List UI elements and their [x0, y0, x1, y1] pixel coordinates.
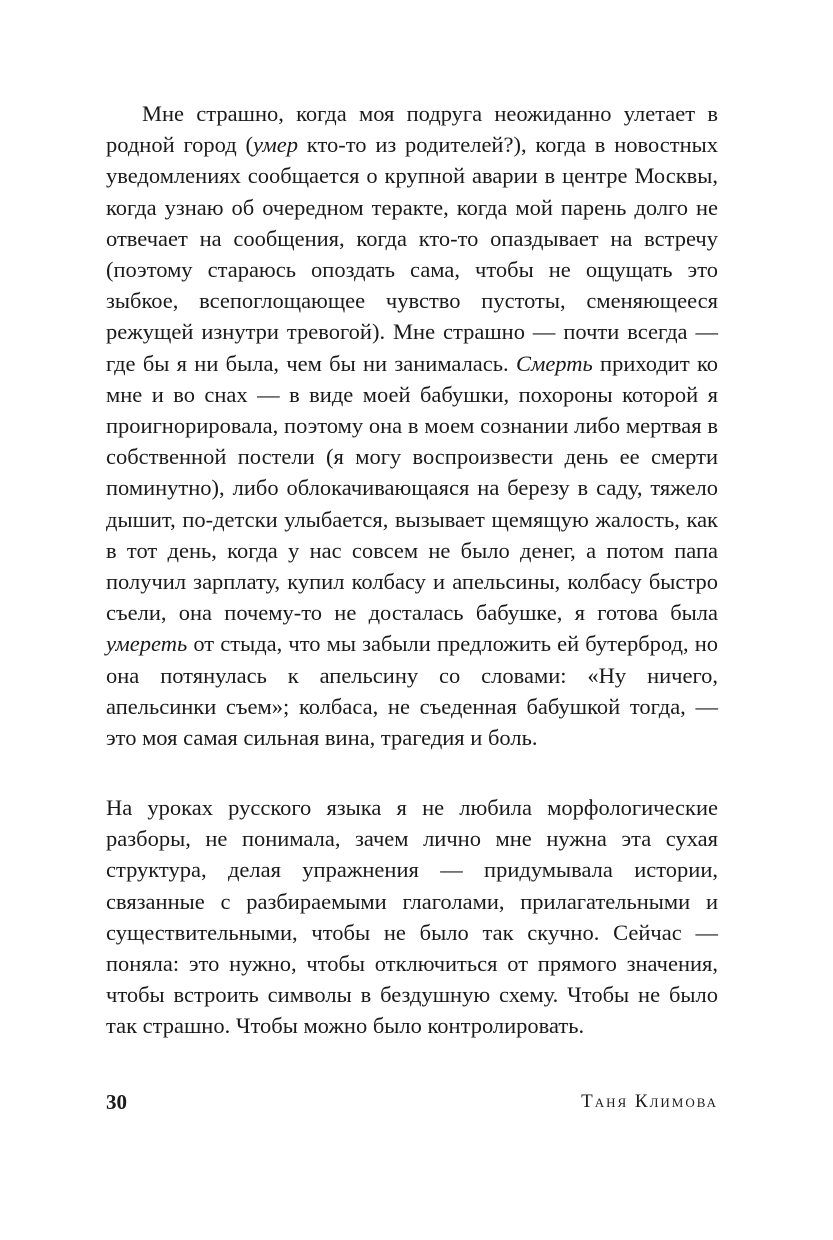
- paragraph-fear-text-1: Мне страшно, когда моя подруга неожиданно улетает в родной город (: [106, 101, 718, 158]
- page-number: 30: [106, 1090, 127, 1114]
- running-footer-author: Таня Климова: [581, 1091, 718, 1112]
- paragraph-russian-lessons: На уроках русского языка я не любила морфологические разборы, не понимала, зачем лично мне нужна эта сухая структура, делая упражнения — придумывала истории, связанные с разбираемыми глаголами, прилагательными и существительными, чтобы не было так скучно. Сейчас — поняла: это нужно, чтобы отключиться от прямого значения, чтобы встроить символы в бездушную схему. Чтобы не было так страшно. Чтобы можно было контролировать.: [106, 795, 718, 1039]
- emphasis-died: умер: [252, 132, 298, 158]
- emphasis-death: Смерть: [515, 350, 593, 376]
- paragraph-fear-text-4: от стыда, что мы забыли предложить ей бутерброд, но она потянулась к апельсину со словами: «Ну ничего, апельсинки съем»; колбаса, не съеденная бабушкой тогда, — это моя самая сильная вина, трагедия и боль.: [106, 631, 718, 751]
- paragraph-fear: [106, 98, 718, 753]
- paragraph-fear-text-2: кто-то из родителей?), когда в новостных уведомлениях сообщается о крупной аварии в центре Москвы, когда узнаю об очередном теракте, когда мой парень долго не отвечает на сообщения, когда кто-то опаздывает на встречу (поэтому стараюсь опоздать сама, чтобы не ощущать это зыбкое, всепоглощающее чувство пустоты, сменяющееся режущей изнутри тревогой). Мне страшно — почти всегда — где бы я ни была, чем бы ни занималась.: [106, 132, 719, 376]
- emphasis-to-die: умереть: [106, 631, 188, 657]
- paragraph-fear-text-3: приходит ко мне и во снах — в виде моей бабушки, похороны которой я проигнорировала, поэтому она в моем сознании либо мертвая в собственной постели (я могу воспроизвести день ее смерти поминутно), либо облокачивающаяся на березу в саду, тяжело дышит, по-детски улыбается, вызывает щемящую жалость, как в тот день, когда у нас совсем не было денег, а потом папа получил зарплату, купил колбасу и апельсины, колбасу быстро съели, она почему-то не досталась бабушке, я готова была: [106, 350, 718, 626]
